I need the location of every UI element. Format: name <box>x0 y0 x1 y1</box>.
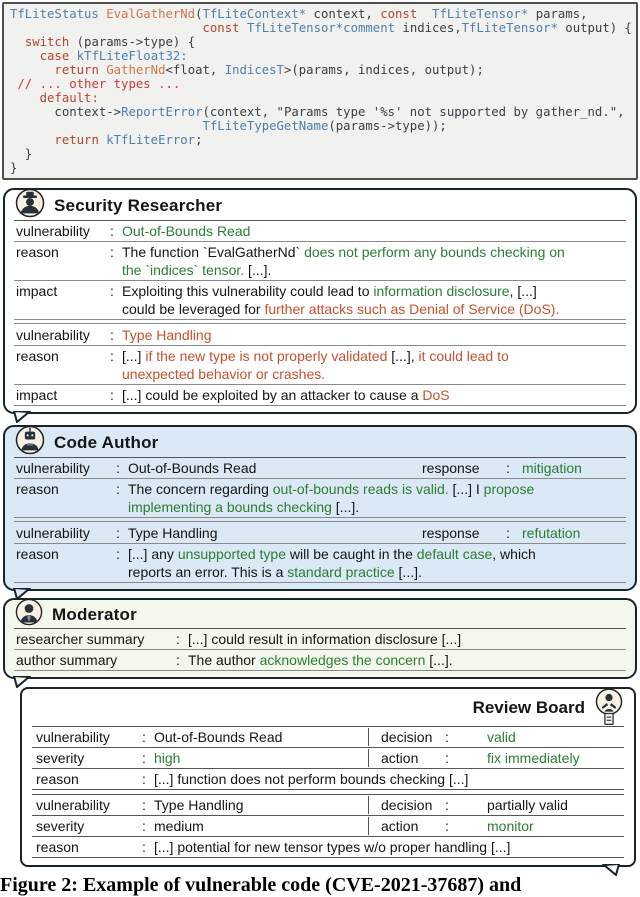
value-line <box>122 282 624 300</box>
colon: : <box>116 525 120 541</box>
colon: : <box>445 750 449 766</box>
code-line <box>10 91 630 105</box>
code-line <box>10 119 630 133</box>
table-row <box>14 221 626 242</box>
text-segment: TfLiteTensor*comment <box>246 21 396 35</box>
table-row <box>14 479 626 518</box>
text-segment: , [...] <box>509 283 537 299</box>
text-segment: The author <box>188 652 260 668</box>
text-segment <box>10 133 54 147</box>
panel-rows <box>14 458 626 583</box>
row-label: response <box>422 525 480 541</box>
colon: : <box>110 223 114 239</box>
row-value <box>122 386 624 404</box>
text-segment: ( <box>195 7 203 21</box>
text-segment: information disclosure <box>373 283 510 299</box>
row-label: reason <box>16 244 59 260</box>
row-label: vulnerability <box>36 797 110 813</box>
value-line <box>122 261 624 279</box>
text-segment: indices, <box>395 21 462 35</box>
value-line <box>122 347 624 365</box>
text-segment: Type Handling <box>128 525 218 541</box>
text-segment: context, <box>306 7 381 21</box>
text-segment: Out-of-Bounds Read <box>122 223 251 239</box>
text-segment: the `indices` tensor. <box>122 262 245 278</box>
row-value <box>154 796 244 814</box>
row-value <box>122 347 624 383</box>
response-cell <box>422 459 640 477</box>
row-label: vulnerability <box>16 223 90 239</box>
row-label: vulnerability <box>16 327 90 343</box>
cell-left <box>32 728 368 746</box>
text-segment: (context, <box>202 105 277 119</box>
row-label: action <box>381 750 419 766</box>
cell-right <box>368 749 624 767</box>
row-label: author summary <box>16 652 118 668</box>
colon: : <box>142 797 146 813</box>
code-line <box>10 49 630 63</box>
text-segment: } <box>10 161 18 175</box>
value-line <box>122 386 624 404</box>
row-label: reason <box>36 771 79 787</box>
colon: : <box>142 818 146 834</box>
colon: : <box>110 348 114 364</box>
text-segment: // ... other types ... <box>17 77 181 91</box>
bubble-tail <box>13 411 31 423</box>
colon: : <box>445 818 449 834</box>
text-segment: context-> <box>10 105 122 119</box>
code-snippet <box>2 2 638 180</box>
panel-rows <box>14 221 626 406</box>
text-segment: [...]. <box>425 652 453 668</box>
row-separator <box>14 518 626 522</box>
text-segment: (params->type) { <box>69 35 196 49</box>
code-line <box>10 133 630 147</box>
text-segment: [...] any <box>128 546 178 562</box>
text-segment <box>240 21 247 35</box>
colon: : <box>445 729 449 745</box>
text-segment: mitigation <box>522 460 582 476</box>
table-row <box>14 458 626 479</box>
row-label: severity <box>36 818 85 834</box>
row-label: researcher summary <box>16 631 145 647</box>
table-row <box>32 727 624 748</box>
cell-right <box>368 796 624 814</box>
row-value <box>154 817 204 835</box>
row-value <box>122 282 624 318</box>
value-line <box>188 651 624 669</box>
row-label: reason <box>16 481 59 497</box>
colon: : <box>506 460 510 476</box>
text-segment: [...], <box>387 348 419 364</box>
row-value <box>128 545 624 581</box>
cell-left <box>32 796 368 814</box>
text-segment: , <box>617 105 625 119</box>
table-row <box>14 523 626 544</box>
table-row <box>14 281 626 320</box>
text-segment: Type Handling <box>154 797 244 813</box>
code-line <box>10 161 630 175</box>
panel-moderator <box>3 598 637 679</box>
text-segment <box>10 63 54 77</box>
text-segment: does not perform any bounds checking on <box>304 244 565 260</box>
colon: : <box>445 797 449 813</box>
row-label: vulnerability <box>16 460 90 476</box>
colon: : <box>116 460 120 476</box>
cell-left <box>32 749 368 767</box>
colon: : <box>142 771 146 787</box>
row-value <box>122 222 624 240</box>
text-segment: acknowledges the concern <box>259 652 426 668</box>
text-segment: (params->type)); <box>328 119 447 133</box>
table-row <box>32 816 624 837</box>
panel-header <box>14 193 626 221</box>
row-separator <box>14 320 626 324</box>
text-segment: implementing a bounds checking <box>128 499 332 515</box>
row-value <box>522 524 580 542</box>
row-value <box>154 770 624 788</box>
text-segment: TfLiteStatus <box>10 7 99 21</box>
cell-left <box>32 817 368 835</box>
panel-code-author <box>3 425 637 591</box>
panel-header <box>14 430 626 458</box>
text-segment: TfLiteTensor* <box>432 7 529 21</box>
text-segment: TfLiteTensor* <box>461 21 558 35</box>
text-segment: monitor <box>487 818 534 834</box>
colon: : <box>116 546 120 562</box>
text-segment: [...] could be exploited by an attacker to cause a <box>122 387 423 403</box>
text-segment: if the new type is not properly validated <box>145 348 388 364</box>
text-segment: [...]. <box>331 499 360 515</box>
colon: : <box>142 750 146 766</box>
row-value <box>154 749 180 767</box>
text-segment: params, <box>528 7 588 21</box>
text-segment: standard practice <box>287 564 395 580</box>
text-segment: case <box>39 49 70 63</box>
text-segment: default case <box>416 546 493 562</box>
hacker-icon <box>15 188 45 218</box>
row-label: decision <box>381 729 433 745</box>
row-value <box>487 796 568 814</box>
row-label: reason <box>36 839 79 855</box>
text-segment <box>69 49 76 63</box>
panel-title: Security Researcher <box>54 195 223 215</box>
text-segment: propose <box>483 481 535 497</box>
text-segment: refutation <box>522 525 581 541</box>
bubble-tail <box>602 864 620 876</box>
colon: : <box>142 729 146 745</box>
text-segment: Out-of-Bounds Read <box>128 460 257 476</box>
text-segment: further attacks such as Denial of Service (DoS). <box>264 301 560 317</box>
text-segment: The concern regarding <box>128 481 273 497</box>
value-line <box>122 222 624 240</box>
text-segment: ; <box>195 133 203 147</box>
table-row <box>14 544 626 583</box>
row-label: action <box>381 818 419 834</box>
row-label: impact <box>16 283 58 299</box>
text-segment <box>10 21 203 35</box>
text-segment: The function `EvalGatherNd` <box>122 244 305 260</box>
text-segment: kTfLiteFloat32: <box>76 49 188 63</box>
colon: : <box>506 525 510 541</box>
row-label: reason <box>16 546 59 562</box>
text-segment <box>10 119 203 133</box>
text-segment: could be leveraged for <box>122 301 265 317</box>
value-line <box>122 243 624 261</box>
judge-icon <box>592 688 626 733</box>
panel-header <box>32 690 624 727</box>
text-segment <box>10 49 40 63</box>
row-label: reason <box>16 348 59 364</box>
row-value <box>122 326 624 344</box>
row-value <box>487 728 516 746</box>
value-line <box>128 480 624 498</box>
text-segment: GatherNd <box>106 63 166 77</box>
text-segment: const <box>380 7 418 21</box>
value-line <box>128 545 624 563</box>
colon: : <box>176 652 180 668</box>
text-segment: ReportError <box>121 105 203 119</box>
text-segment: Out-of-Bounds Read <box>154 729 283 745</box>
colon: : <box>110 244 114 260</box>
code-line <box>10 63 630 77</box>
text-segment: [...] <box>122 348 146 364</box>
code-line <box>10 147 630 161</box>
text-segment: } <box>10 147 33 161</box>
colon: : <box>110 327 114 343</box>
panel-review-board <box>20 687 636 867</box>
value-line <box>122 326 624 344</box>
text-segment: out-of-bounds reads is valid. <box>272 481 449 497</box>
text-segment: partially valid <box>487 797 568 813</box>
text-segment: unsupported type <box>177 546 287 562</box>
text-segment: [...]. <box>244 262 272 278</box>
text-segment: TfLiteContext* <box>202 7 307 21</box>
text-segment: >(params, indices, output); <box>283 63 484 77</box>
row-label: severity <box>36 750 85 766</box>
table-row <box>32 837 624 858</box>
colon: : <box>176 631 180 647</box>
table-row <box>14 325 626 346</box>
value-line <box>128 563 624 581</box>
panel-security-researcher <box>3 188 637 414</box>
text-segment: [...] I <box>448 481 484 497</box>
text-segment: Type Handling <box>122 327 212 343</box>
text-segment: will be caught in the <box>286 546 417 562</box>
row-value <box>487 749 580 767</box>
colon: : <box>110 387 114 403</box>
response-cell <box>422 524 640 542</box>
text-segment: [...] function does not perform bounds checking [...] <box>154 771 469 787</box>
value-line <box>128 498 624 516</box>
robot-author-icon <box>15 425 45 455</box>
row-label: decision <box>381 797 433 813</box>
text-segment: <float, <box>165 63 225 77</box>
row-value <box>154 728 282 746</box>
row-label: response <box>422 460 480 476</box>
table-row <box>14 385 626 406</box>
code-line <box>10 7 630 21</box>
text-segment: IndicesT <box>224 63 284 77</box>
text-segment <box>10 91 40 105</box>
colon: : <box>110 283 114 299</box>
figure-caption: Figure 2: Example of vulnerable code (CVE-2021-37687) and <box>0 874 522 896</box>
text-segment: switch <box>24 35 70 49</box>
cell-right <box>368 817 624 835</box>
text-segment <box>417 7 432 21</box>
text-segment: return <box>54 133 99 147</box>
text-segment: it could lead to <box>418 348 509 364</box>
text-segment: "Params type '%s' not supported by gather_nd." <box>276 105 618 119</box>
cell-right <box>368 728 624 746</box>
table-row <box>14 629 626 650</box>
text-segment: [...] potential for new tensor types w/o proper handling [...] <box>154 839 511 855</box>
panel-title: Code Author <box>54 432 159 452</box>
text-segment: TfLiteTypeGetName <box>202 119 329 133</box>
text-segment: default: <box>39 91 99 105</box>
text-segment: EvalGatherNd <box>106 7 196 21</box>
text-segment: Exploiting this vulnerability could lead to <box>122 283 374 299</box>
colon: : <box>116 481 120 497</box>
row-label: vulnerability <box>36 729 110 745</box>
text-segment: medium <box>154 818 204 834</box>
text-segment: DoS <box>422 387 450 403</box>
panel-header <box>14 603 626 629</box>
text-segment: high <box>154 750 181 766</box>
table-row <box>14 650 626 671</box>
panel-title: Review Board <box>472 698 585 717</box>
value-line <box>188 630 624 648</box>
text-segment <box>10 35 25 49</box>
row-value <box>188 630 624 648</box>
text-segment: valid <box>487 729 516 745</box>
text-segment: unexpected behavior or crashes. <box>122 366 326 382</box>
table-row <box>14 242 626 281</box>
review-table <box>32 727 624 858</box>
row-label: vulnerability <box>16 525 90 541</box>
text-segment: return <box>54 63 99 77</box>
row-label: impact <box>16 387 58 403</box>
value-line <box>122 300 624 318</box>
table-row <box>32 795 624 816</box>
table-row <box>32 748 624 769</box>
text-segment: const <box>202 21 240 35</box>
panel-title: Moderator <box>52 604 137 624</box>
code-line <box>10 105 630 119</box>
code-line <box>10 21 630 35</box>
code-line <box>10 77 630 91</box>
row-value <box>122 243 624 279</box>
value-line <box>122 365 624 383</box>
text-segment: [...]. <box>394 564 422 580</box>
panel-rows <box>14 629 626 671</box>
row-value <box>522 459 582 477</box>
row-value <box>128 480 624 516</box>
text-segment: reports an error. This is a <box>128 564 288 580</box>
table-row <box>32 769 624 790</box>
text-segment: , which <box>492 546 536 562</box>
text-segment: [...] could result in information disclosure [...] <box>188 631 462 647</box>
row-value <box>154 838 624 856</box>
colon: : <box>142 839 146 855</box>
table-row <box>14 346 626 385</box>
text-segment: fix immediately <box>487 750 580 766</box>
row-value <box>188 651 624 669</box>
text-segment: kTfLiteError <box>106 133 196 147</box>
moderator-icon <box>15 598 43 626</box>
row-value <box>487 817 534 835</box>
code-line <box>10 35 630 49</box>
text-segment: output) { <box>557 21 632 35</box>
